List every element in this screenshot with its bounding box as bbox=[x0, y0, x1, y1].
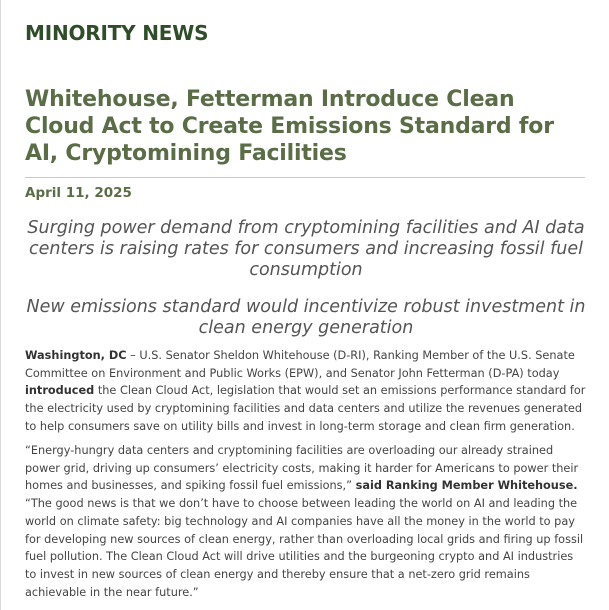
paragraph-1-text-b: the Clean Cloud Act, legislation that would set an emissions performance standard for the electricity used by cryptomining facilities and data centers and utilize the revenues generated to help consumers save on utility bills and invest in long-term storage and clean firm generation. bbox=[25, 384, 586, 433]
title-divider bbox=[25, 177, 585, 178]
article-date: April 11, 2025 bbox=[25, 185, 132, 201]
quote-part-b: “The good news is that we don’t have to choose between leading the world on AI and leading the world on climate safety: big technology and AI companies have all the money in the world to pay for developing new sources of clean energy, rather than overloading local grids and firing up fossil fuel pollution. The Clean Cloud Act will drive utilities and the burgeoning crypto and AI industries to invest in new sources of clean energy and thereby ensure that a net-zero grid remains achievable in the near future.” bbox=[25, 497, 584, 599]
quote-part-a: “Energy-hungry data centers and cryptomining facilities are overloading our already strained power grid, driving up consumers’ electricity costs, making it harder for Americans to power their homes and businesses, and spiking fossil fuel emissions,” bbox=[25, 444, 579, 493]
article-title: Whitehouse, Fetterman Introduce Clean Cloud Act to Create Emissions Standard for AI, Cryptomining Facilities bbox=[25, 87, 554, 166]
body-paragraph-1 bbox=[25, 347, 587, 436]
dateline: Washington, DC bbox=[25, 349, 127, 362]
quote-attribution: said Ranking Member Whitehouse. bbox=[355, 479, 578, 493]
body-paragraph-2 bbox=[25, 442, 587, 601]
subhead-1: Surging power demand from cryptomining facilities and AI data centers is raising rates for consumers and increasing fossil fuel consumption bbox=[27, 218, 585, 280]
section-label[interactable]: MINORITY NEWS bbox=[25, 21, 209, 45]
paragraph-1-text-a: – U.S. Senator Sheldon Whitehouse (D-RI), Ranking Member of the U.S. Senate Committee on Environment and Public Works (EPW), and Senator John Fetterman (D-PA) today bbox=[25, 349, 575, 380]
subhead-2: New emissions standard would incentivize robust investment in clean energy generation bbox=[26, 297, 586, 338]
introduced-link[interactable]: introduced bbox=[25, 384, 95, 398]
